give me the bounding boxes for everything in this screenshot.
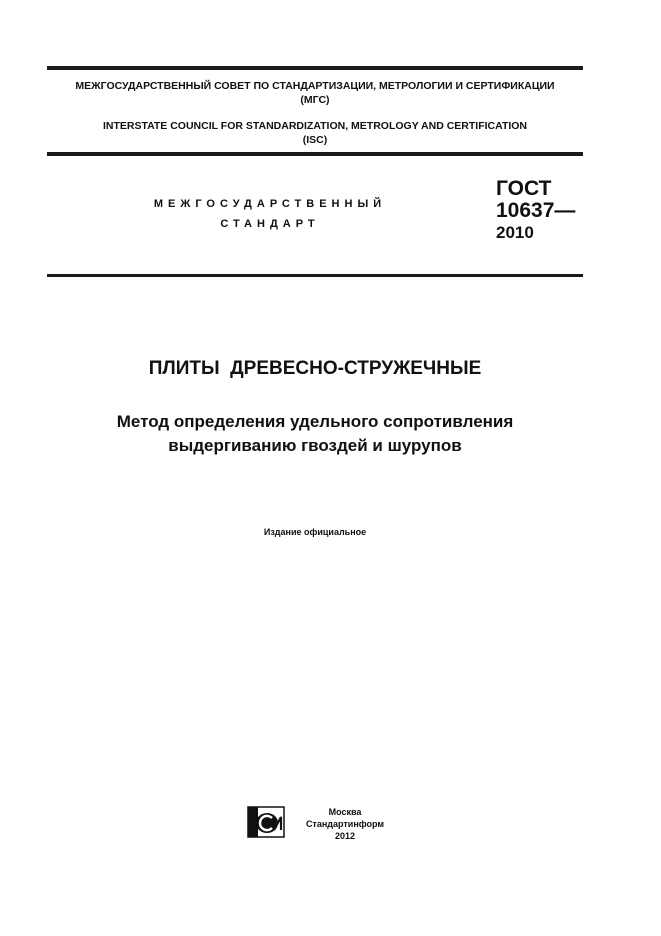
edition-note: Издание официальное [263, 527, 367, 537]
gost-label: ГОСТ [496, 177, 552, 200]
subtitle-line1: Метод определения удельного сопротивления [116, 412, 514, 431]
publisher-info [300, 806, 390, 842]
council-ru [47, 79, 583, 107]
council-en-name: INTERSTATE COUNCIL FOR STANDARDIZATION, METROLOGY AND CERTIFICATION [102, 120, 528, 132]
standard-bottom-rule [47, 274, 583, 277]
council-ru-name: МЕЖГОСУДАРСТВЕННЫЙ СОВЕТ ПО СТАНДАРТИЗАЦИИ, МЕТРОЛОГИИ И СЕРТИФИКАЦИИ [75, 80, 555, 92]
standartinform-logo-icon [247, 806, 285, 838]
gost-number: 10637— [496, 199, 576, 222]
council-en [47, 119, 583, 147]
document-title: ПЛИТЫ ДРЕВЕСНО-СТРУЖЕЧНЫЕ [148, 358, 482, 379]
top-rule [47, 66, 583, 70]
council-en-abbr: (ISC) [302, 134, 328, 146]
header-bottom-rule [47, 152, 583, 156]
standard-type-line1: МЕЖГОСУДАРСТВЕННЫЙ [153, 198, 387, 210]
publisher-year: 2012 [334, 831, 356, 841]
council-ru-abbr: (МГС) [300, 94, 330, 106]
gost-designation [496, 178, 575, 244]
publisher-city: Москва [328, 807, 362, 817]
standard-type-line2: СТАНДАРТ [220, 218, 320, 230]
gost-year: 2010 [496, 223, 534, 242]
standard-type [120, 194, 420, 234]
subtitle-line2: выдергиванию гвоздей и шурупов [168, 436, 462, 455]
document-subtitle [0, 410, 630, 458]
publisher-name: Стандартинформ [305, 819, 385, 829]
